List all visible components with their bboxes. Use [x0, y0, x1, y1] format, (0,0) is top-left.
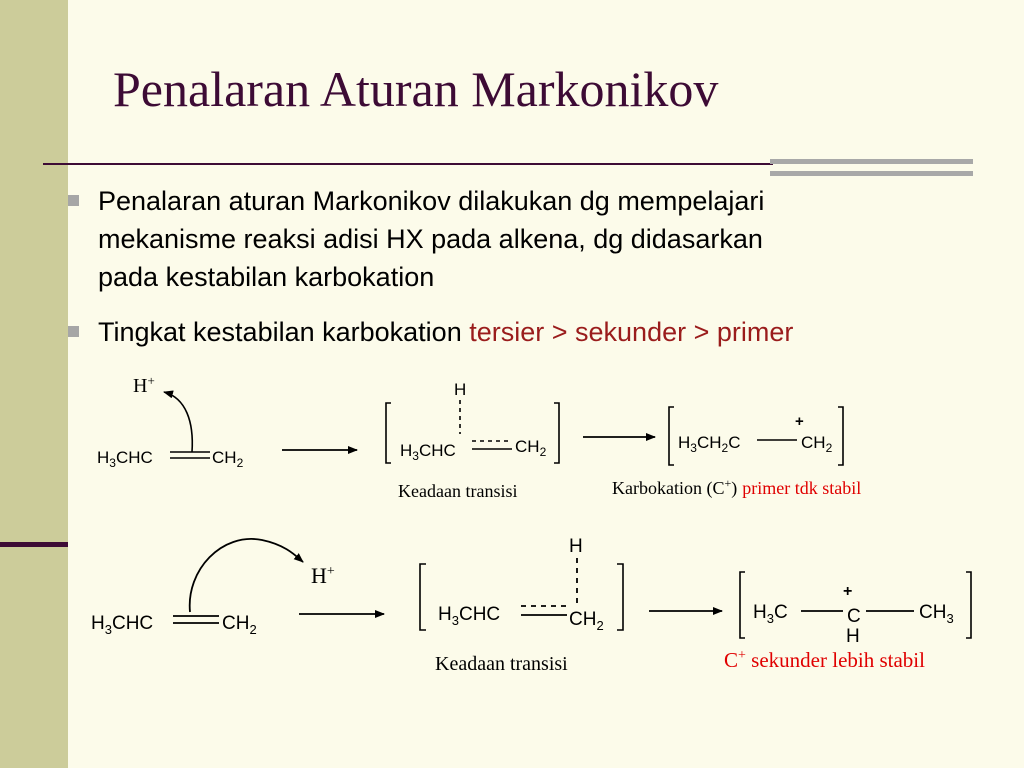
r2-ts-left: $H_3CHC$: [438, 604, 501, 628]
r2-product-bracket-left: [740, 572, 745, 638]
r2-ts-right: $CH_2$: [569, 609, 604, 633]
r2-ts-bracket-left: [420, 564, 426, 630]
r2-ts-caption: Keadaan transisi: [435, 653, 568, 675]
r1-reagent: H+: [133, 373, 155, 397]
r2-alkene-right: $CH_2$: [222, 613, 257, 637]
r2-product-charge: +: [843, 583, 853, 600]
r1-ts-caption: Keadaan transisi: [398, 481, 518, 501]
r1-product-charge: +: [795, 413, 804, 430]
r1-alkene-left: $H_3CHC$: [97, 448, 153, 470]
r2-product-bracket-right: [966, 572, 971, 638]
r2-reagent: H+: [311, 563, 335, 588]
r1-product-left: $H_3CH_2C$: [678, 433, 741, 455]
bullet-2-prefix: Tingkat kestabilan karbokation: [98, 317, 462, 347]
r1-product-caption: Karbokation (C+) primer tdk stabil: [612, 476, 862, 498]
r2-product-caption: C+ sekunder lebih stabil: [724, 648, 925, 672]
r1-ts-left: $H_3CHC$: [400, 441, 456, 463]
bullet-1-line-3: pada kestabilan karbokation: [98, 262, 435, 292]
r2-product-center-h: H: [846, 626, 860, 647]
r2-product-right: $CH_3$: [919, 602, 954, 626]
r1-product-bracket-right: [838, 407, 843, 465]
r1-curved-arrow: [164, 392, 192, 452]
r2-ts-bracket-right: [617, 564, 623, 630]
r1-ts-bracket-left: [386, 403, 391, 463]
r1-ts-bracket-right: [554, 403, 559, 463]
bullet-1-line-1: Penalaran aturan Markonikov dilakukan dg mempelajari: [98, 186, 765, 216]
r2-product-left: $H_3C$: [753, 602, 788, 626]
r1-product-right: $CH_2$: [801, 433, 833, 455]
reaction-1: [97, 373, 861, 501]
slide-title: Penalaran Aturan Markonikov: [113, 61, 719, 117]
r1-ts-h: H: [454, 380, 467, 399]
r2-ts-h: H: [569, 536, 583, 557]
stability-order: tersier > sekunder > primer: [469, 317, 794, 347]
r1-ts-right: $CH_2$: [515, 437, 547, 459]
r2-product-center: C: [847, 606, 861, 627]
r1-alkene-right: $CH_2$: [212, 448, 244, 470]
r1-product-bracket-left: [669, 407, 674, 465]
r2-alkene-left: $H_3CHC$: [91, 613, 154, 637]
bullet-1-line-2: mekanisme reaksi adisi HX pada alkena, dg didasarkan: [98, 224, 763, 254]
r2-curved-arrow: [190, 539, 303, 612]
reaction-2: [91, 536, 971, 675]
